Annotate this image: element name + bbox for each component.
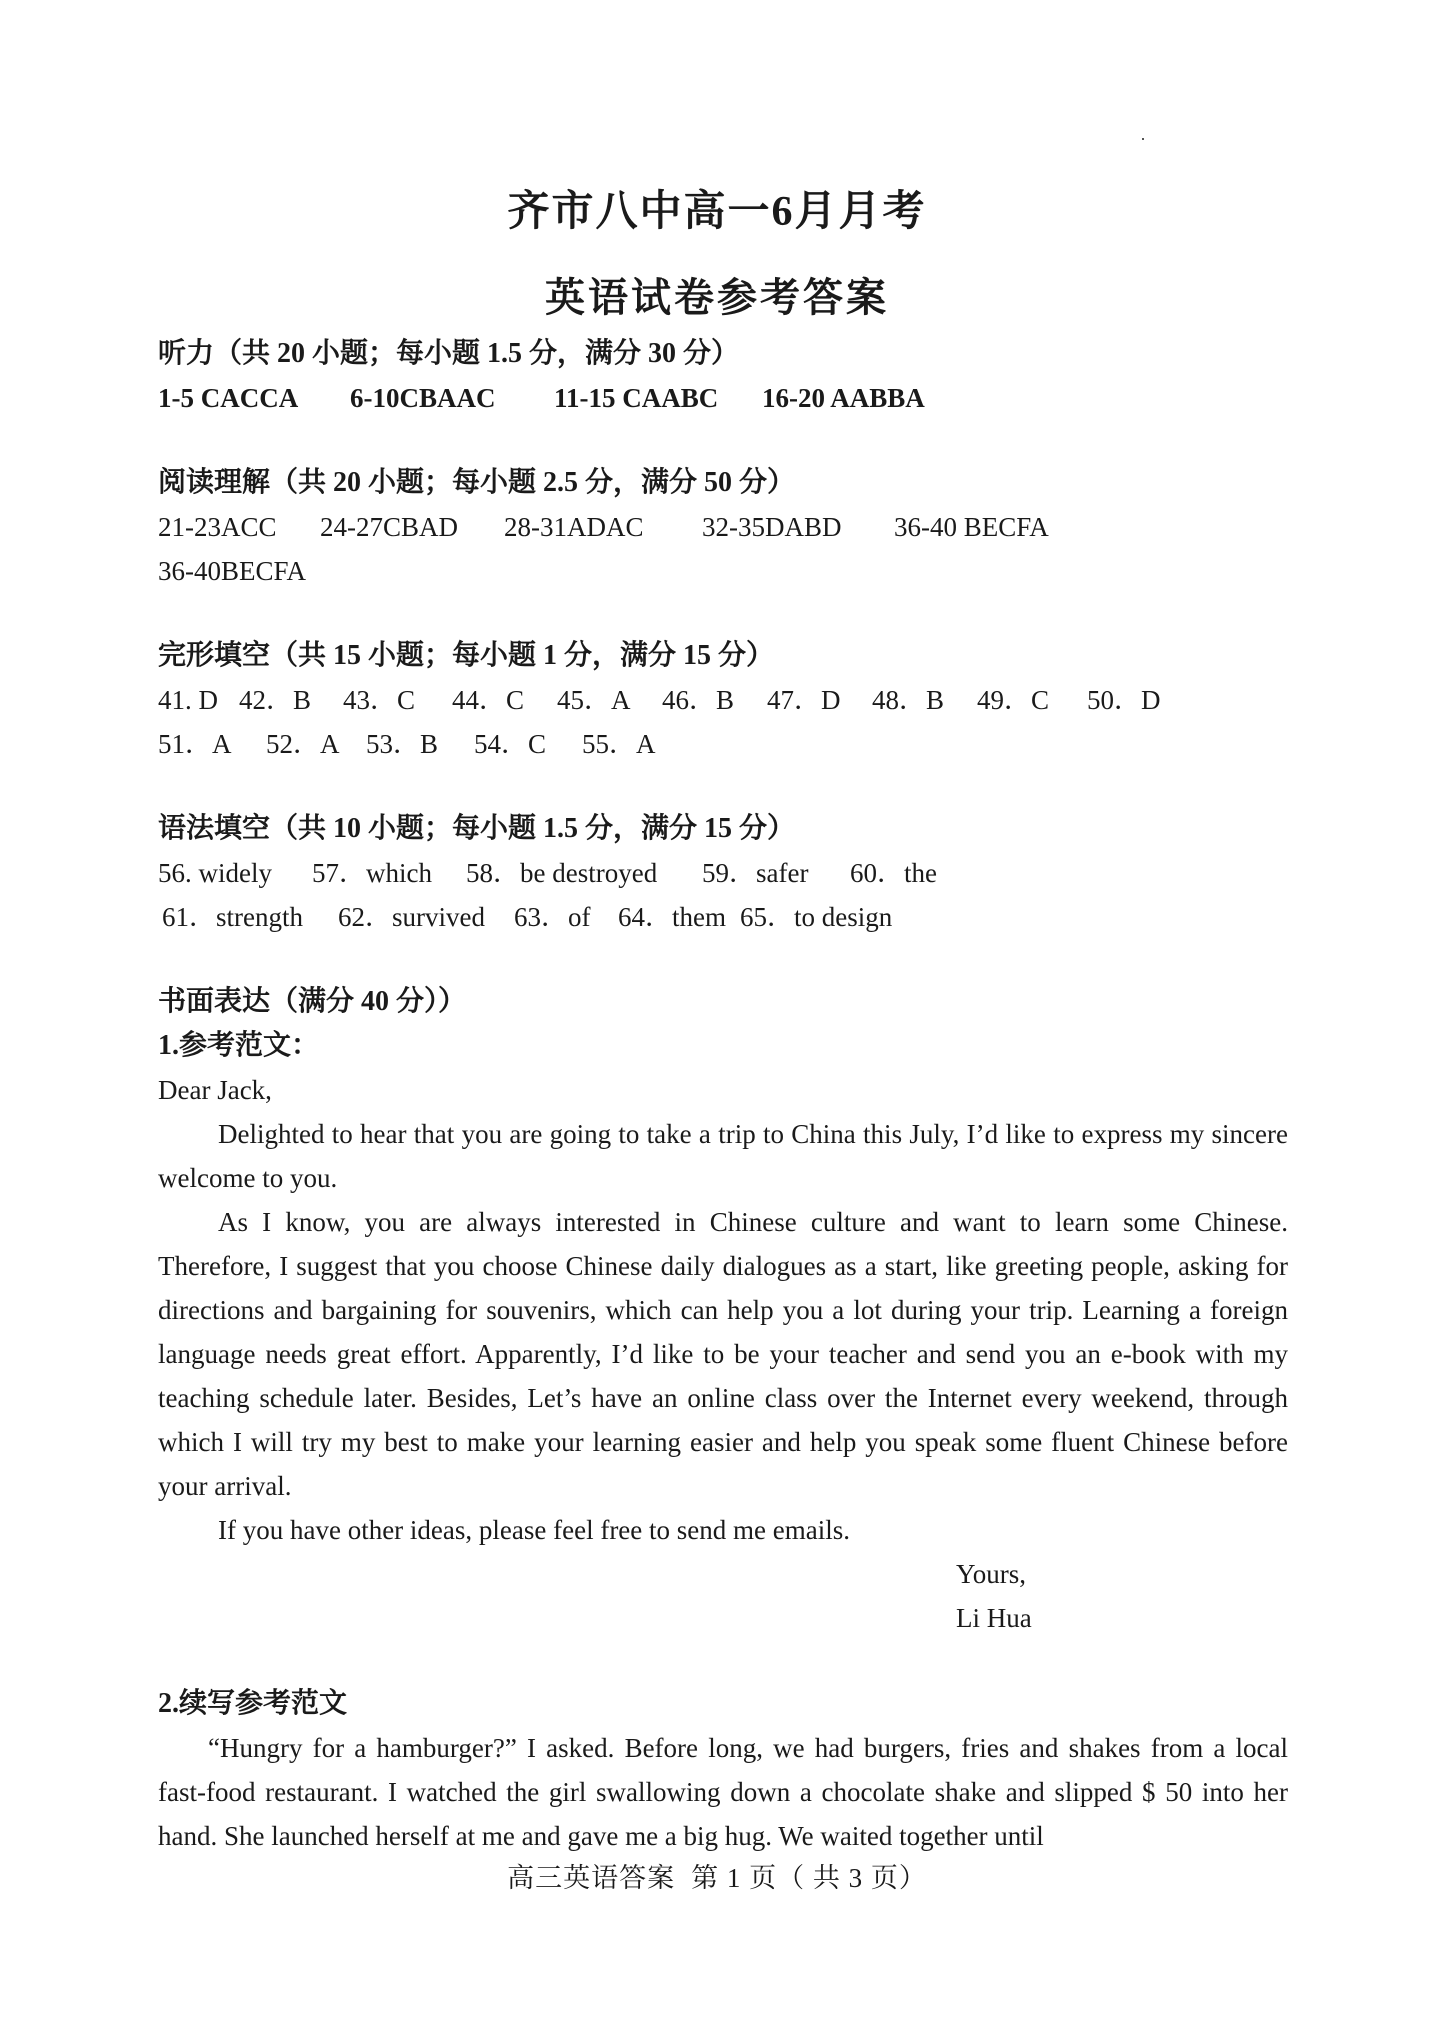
- letter-paragraph: If you have other ideas, please feel free to send me emails.: [218, 1515, 850, 1545]
- letter-signature: Li Hua: [956, 1603, 1032, 1633]
- cloze-answer: 49．C: [977, 685, 1050, 715]
- cloze-answer: 45．A: [557, 685, 631, 715]
- grammar-answer: 59．safer: [702, 858, 809, 888]
- grammar-answer: 58．be destroyed: [466, 858, 658, 888]
- sample-essay-2-label: 2.续写参考范文: [158, 1688, 348, 1719]
- grammar-answer: 63．of: [514, 902, 591, 932]
- cloze-heading: 完形填空（共 15 小题；每小题 1 分，满分 15 分）: [158, 640, 775, 671]
- listening-answer: 1-5 CACCA: [158, 383, 299, 413]
- reading-answer: 32-35DABD: [702, 512, 842, 542]
- sample-essay-1-label: 1.参考范文：: [158, 1030, 320, 1061]
- listening-answers: [158, 376, 1288, 420]
- cloze-answer: 55．A: [582, 729, 656, 759]
- page-title: 齐市八中高一6月月考: [507, 189, 927, 235]
- cloze-answer: 53．B: [366, 729, 439, 759]
- cloze-answers-row: [158, 678, 1288, 722]
- reading-answer: 36-40 BECFA: [894, 512, 1049, 542]
- cloze-answer: 54．C: [474, 729, 547, 759]
- letter-greeting: Dear Jack,: [158, 1075, 272, 1105]
- cloze-answer: 50．D: [1087, 685, 1161, 715]
- grammar-heading: 语法填空（共 10 小题；每小题 1.5 分，满分 15 分）: [158, 813, 796, 844]
- grammar-answer: 64．them: [618, 902, 726, 932]
- grammar-answers-row: [158, 851, 1288, 895]
- letter-closing: Yours,: [956, 1559, 1027, 1589]
- cloze-answer: 42．B: [239, 685, 312, 715]
- letter-paragraph: Delighted to hear that you are going to take a trip to China this July, I’d like to express my sincere welcome to you.: [158, 1119, 1288, 1193]
- document-body: [158, 332, 1288, 1858]
- cloze-answer: 43．C: [343, 685, 416, 715]
- writing-heading: 书面表达（满分 40 分））: [158, 986, 467, 1017]
- cloze-answer: 47．D: [767, 685, 841, 715]
- grammar-answer: 60．the: [850, 858, 937, 888]
- reading-heading: 阅读理解（共 20 小题；每小题 2.5 分，满分 50 分）: [158, 467, 796, 498]
- reading-answer: 21-23ACC: [158, 512, 277, 542]
- grammar-answer: 57．which: [312, 858, 432, 888]
- grammar-answers-row: [158, 895, 1288, 939]
- page-subtitle: 英语试卷参考答案: [545, 275, 889, 320]
- reading-answers: [158, 505, 1288, 549]
- cloze-answer: 48．B: [872, 685, 945, 715]
- cloze-answers-row: [158, 722, 1288, 766]
- cloze-answer: 41. D: [158, 685, 218, 715]
- page-footer: [0, 1856, 1434, 1895]
- reading-answer: 28-31ADAC: [504, 512, 644, 542]
- cloze-answer: 52．A: [266, 729, 340, 759]
- grammar-answer: 56. widely: [158, 858, 272, 888]
- grammar-answer: 61．strength: [162, 902, 303, 932]
- cloze-answer: 51．A: [158, 729, 232, 759]
- reading-answer: 24-27CBAD: [320, 512, 459, 542]
- listening-answer: 16-20 AABBA: [762, 383, 925, 413]
- grammar-answer: 62．survived: [338, 902, 485, 932]
- grammar-answer: 65．to design: [740, 902, 893, 932]
- cloze-answer: 46．B: [662, 685, 735, 715]
- footer-page-number: 第 1 页（ 共 3 页）: [691, 1863, 927, 1893]
- footer-doc-name: 高三英语答案: [507, 1863, 676, 1893]
- reading-answers-extra: 36-40BECFA: [158, 556, 307, 586]
- cloze-answer: 44．C: [452, 685, 525, 715]
- continuation-paragraph: “Hungry for a hamburger?” I asked. Before long, we had burgers, fries and shakes from a local fast-food restaurant. I watched the girl swallowing down a chocolate shake and slipped $ 50 into her hand. She launched herself at me and gave me a big hug. We waited together until: [158, 1733, 1288, 1851]
- scan-speck: [1142, 138, 1144, 140]
- listening-answer: 6-10CBAAC: [350, 383, 496, 413]
- letter-paragraph: As I know, you are always interested in Chinese culture and want to learn some Chinese. Therefore, I suggest that you choose Chinese daily dialogues as a start, like greeting people, asking for directions and bargaining for souvenirs, which can help you a lot during your trip. Learning a foreign language needs great effort. Apparently, I’d like to be your teacher and send you an e-book with my teaching schedule later. Besides, Let’s have an online class over the Internet every weekend, through which I will try my best to make your learning easier and help you speak some fluent Chinese before your arrival.: [158, 1207, 1288, 1501]
- listening-answer: 11-15 CAABC: [554, 383, 719, 413]
- listening-heading: 听力（共 20 小题；每小题 1.5 分，满分 30 分）: [158, 338, 740, 369]
